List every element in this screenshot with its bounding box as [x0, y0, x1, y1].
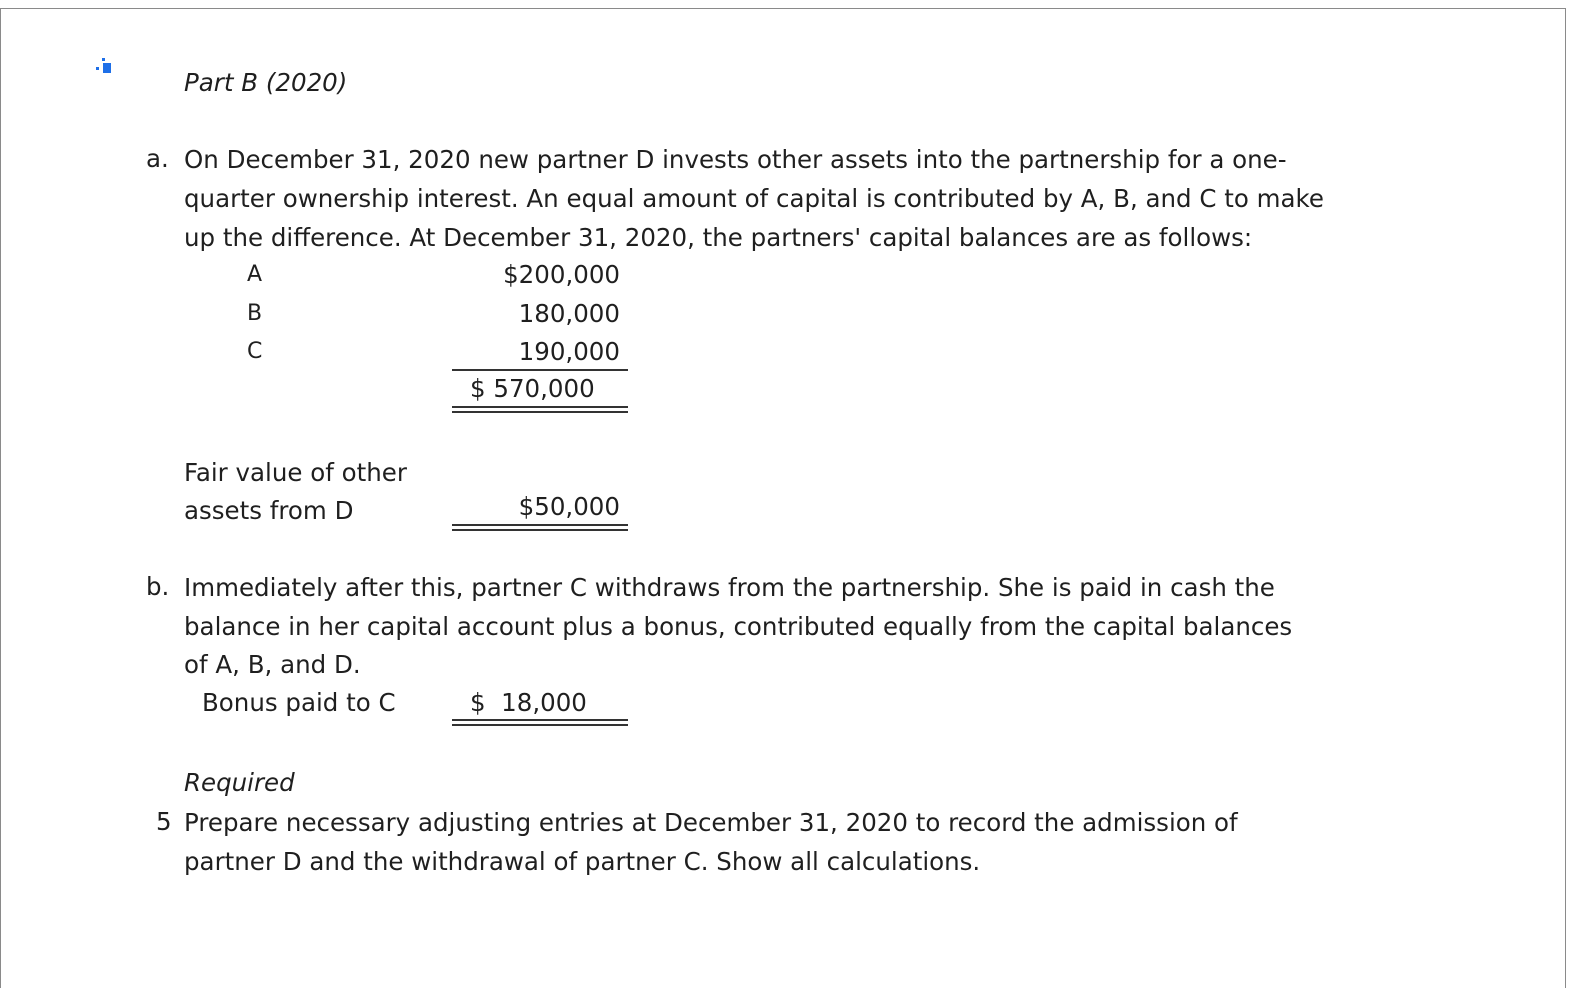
- anchor-icon[interactable]: [96, 58, 114, 76]
- fair-value-amount: $50,000: [518, 492, 620, 521]
- partner-b-label: B: [247, 301, 263, 326]
- partner-a-amount: $200,000: [503, 260, 620, 289]
- partner-c-label: C: [247, 339, 263, 364]
- section-b-line-3: of A, B, and D.: [184, 650, 361, 679]
- partner-a-label: A: [247, 262, 263, 287]
- section-b-label: b.: [146, 572, 170, 601]
- part-title: Part B (2020): [184, 68, 348, 97]
- section-b-line-2: balance in her capital account plus a bonus, contributed equally from the capital balances: [184, 612, 1293, 641]
- bonus-amount: $ 18,000: [470, 688, 587, 717]
- fair-value-label-line-1: Fair value of other: [184, 458, 407, 487]
- partner-c-amount: 190,000: [518, 337, 620, 366]
- section-a-line-3: up the difference. At December 31, 2020, the partners' capital balances are as follows:: [184, 223, 1253, 252]
- bonus-double-rule: [452, 719, 628, 726]
- bonus-label: Bonus paid to C: [202, 688, 396, 717]
- section-a-line-1: On December 31, 2020 new partner D invests other assets into the partnership for a one-: [184, 145, 1287, 174]
- required-number: 5: [156, 807, 172, 836]
- section-a-label: a.: [146, 144, 169, 173]
- fair-value-double-rule: [452, 524, 628, 531]
- required-line-2: partner D and the withdrawal of partner C. Show all calculations.: [184, 847, 981, 876]
- required-line-1: Prepare necessary adjusting entries at December 31, 2020 to record the admission of: [184, 808, 1238, 837]
- fair-value-label-line-2: assets from D: [184, 496, 354, 525]
- section-a-line-2: quarter ownership interest. An equal amount of capital is contributed by A, B, and C to make: [184, 184, 1324, 213]
- total-double-rule: [452, 406, 628, 413]
- section-b-line-1: Immediately after this, partner C withdraws from the partnership. She is paid in cash the: [184, 573, 1275, 602]
- partner-b-amount: 180,000: [518, 299, 620, 328]
- capital-total: $ 570,000: [470, 374, 595, 403]
- required-heading: Required: [184, 768, 295, 797]
